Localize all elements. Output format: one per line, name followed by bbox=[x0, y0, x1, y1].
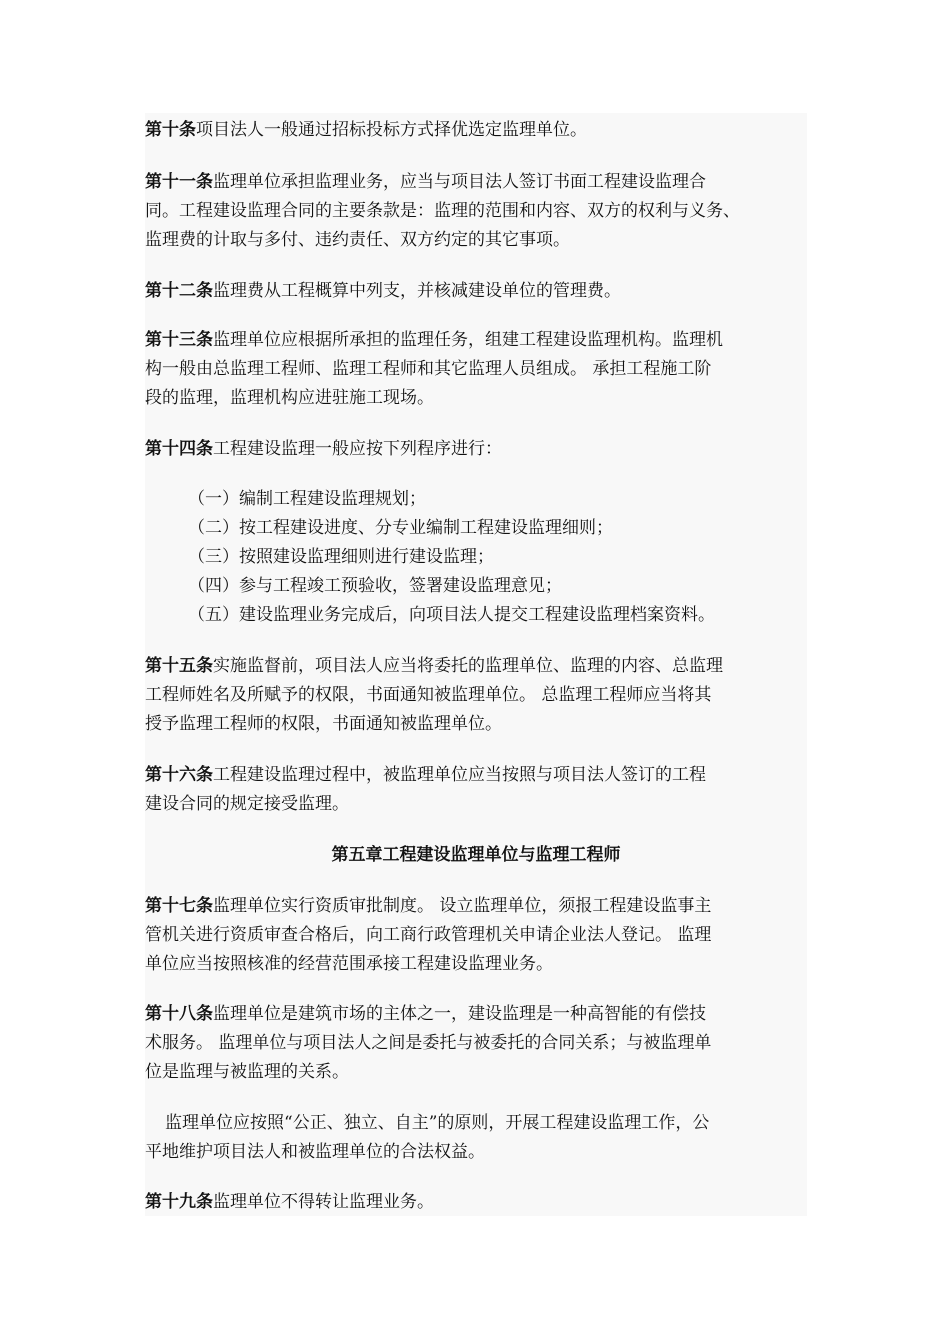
article-18 bbox=[145, 1000, 810, 1087]
article-text: 同。工程建设监理合同的主要条款是：监理的范围和内容、双方的权利与义务、 bbox=[145, 201, 740, 221]
article-text: 监理单位是建筑市场的主体之一，建设监理是一种高智能的有偿技 bbox=[213, 1004, 706, 1024]
article-text: 监理费的计取与多付、违约责任、双方约定的其它事项。 bbox=[145, 230, 570, 250]
article-label: 第十八条 bbox=[145, 1004, 213, 1024]
article-text: 项目法人一般通过招标投标方式择优选定监理单位。 bbox=[196, 120, 587, 140]
article-text: 工程建设监理过程中，被监理单位应当按照与项目法人签订的工程 bbox=[213, 765, 706, 785]
paragraph-text: 监理单位应按照“公正、独立、自主”的原则，开展工程建设监理工作，公 bbox=[165, 1113, 710, 1133]
article-text: 监理单位应根据所承担的监理任务，组建工程建设监理机构。监理机 bbox=[213, 330, 723, 350]
article-10 bbox=[145, 116, 810, 145]
article-label: 第十一条 bbox=[145, 172, 213, 192]
article-text: 授予监理工程师的权限，书面通知被监理单位。 bbox=[145, 714, 502, 734]
article-text: 单位应当按照核准的经营范围承接工程建设监理业务。 bbox=[145, 954, 553, 974]
article-text: 位是监理与被监理的关系。 bbox=[145, 1062, 349, 1082]
article-12 bbox=[145, 277, 810, 306]
article-text: 工程师姓名及所赋予的权限，书面通知被监理单位。 总监理工程师应当将其 bbox=[145, 685, 712, 705]
article-text: 工程建设监理一般应按下列程序进行： bbox=[213, 439, 502, 459]
article-text: 段的监理，监理机构应进驻施工现场。 bbox=[145, 388, 434, 408]
article-label: 第十九条 bbox=[145, 1192, 213, 1212]
independence-paragraph bbox=[145, 1109, 810, 1167]
article-label: 第十二条 bbox=[145, 281, 213, 301]
article-text: 监理单位承担监理业务，应当与项目法人签订书面工程建设监理合 bbox=[213, 172, 706, 192]
article-text: 管机关进行资质审查合格后，向工商行政管理机关申请企业法人登记。 监理 bbox=[145, 925, 712, 945]
procedure-item-1: （一）编制工程建设监理规划； bbox=[188, 489, 426, 509]
article-label: 第十七条 bbox=[145, 896, 213, 916]
article-text: 术服务。 监理单位与项目法人之间是委托与被委托的合同关系；与被监理单 bbox=[145, 1033, 712, 1053]
article-17 bbox=[145, 892, 810, 979]
article-19 bbox=[145, 1188, 810, 1217]
paragraph-text: 平地维护项目法人和被监理单位的合法权益。 bbox=[145, 1142, 485, 1162]
article-text: 建设合同的规定接受监理。 bbox=[145, 794, 349, 814]
article-label: 第十五条 bbox=[145, 656, 213, 676]
article-label: 第十三条 bbox=[145, 330, 213, 350]
article-text: 监理单位实行资质审批制度。 设立监理单位，须报工程建设监事主 bbox=[213, 896, 712, 916]
article-13 bbox=[145, 326, 810, 413]
article-label: 第十六条 bbox=[145, 765, 213, 785]
procedure-item-4: （四）参与工程竣工预验收，签署建设监理意见； bbox=[188, 576, 562, 596]
article-text: 监理费从工程概算中列支，并核减建设单位的管理费。 bbox=[213, 281, 621, 301]
procedure-item-2: （二）按工程建设进度、分专业编制工程建设监理细则； bbox=[188, 518, 613, 538]
procedure-item-3: （三）按照建设监理细则进行建设监理； bbox=[188, 547, 494, 567]
article-label: 第十条 bbox=[145, 120, 196, 140]
article-text: 构一般由总监理工程师、监理工程师和其它监理人员组成。 承担工程施工阶 bbox=[145, 359, 712, 379]
chapter-heading: 第五章工程建设监理单位与监理工程师 bbox=[331, 845, 621, 865]
article-11 bbox=[145, 168, 810, 255]
article-text: 监理单位不得转让监理业务。 bbox=[213, 1192, 434, 1212]
article-label: 第十四条 bbox=[145, 439, 213, 459]
article-text: 实施监督前，项目法人应当将委托的监理单位、监理的内容、总监理 bbox=[213, 656, 723, 676]
article-15 bbox=[145, 652, 810, 739]
article-16 bbox=[145, 761, 810, 819]
article-14 bbox=[145, 435, 810, 464]
procedure-item-5: （五）建设监理业务完成后，向项目法人提交工程建设监理档案资料。 bbox=[188, 605, 715, 625]
